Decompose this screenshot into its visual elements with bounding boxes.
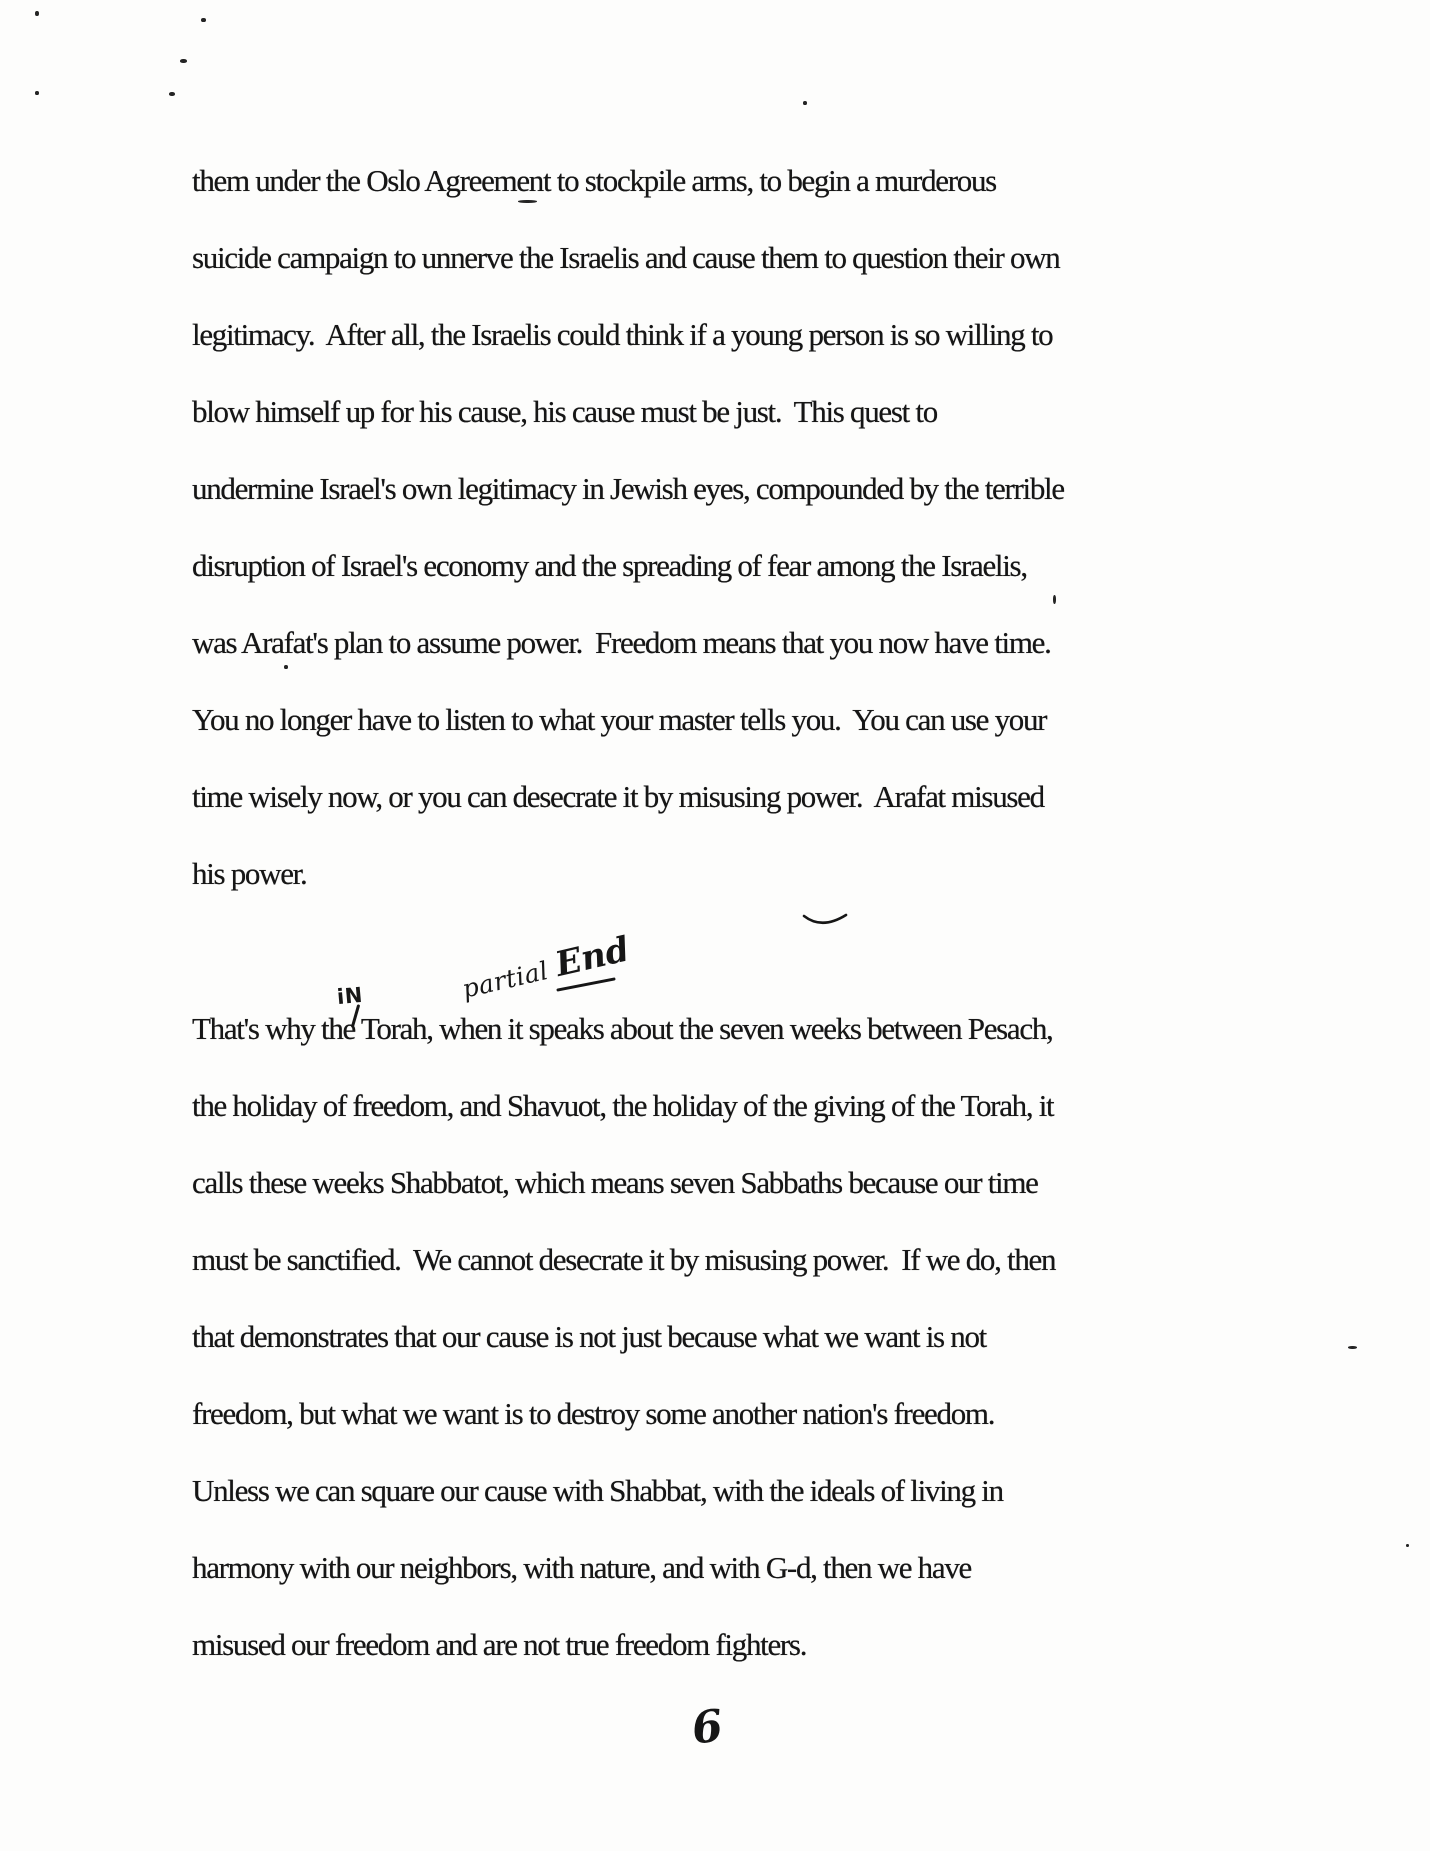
scan-speck bbox=[518, 200, 537, 203]
text-line: the holiday of freedom, and Shavuot, the holiday of the giving of the Torah, it bbox=[192, 1088, 1054, 1123]
text-line: misused our freedom and are not true freedom fighters. bbox=[192, 1627, 807, 1662]
text-line: Unless we can square our cause with Shabbat, with the ideals of living in bbox=[192, 1473, 1003, 1508]
text-line: calls these weeks Shabbatot, which means seven Sabbaths because our time bbox=[192, 1165, 1038, 1200]
scan-speck bbox=[201, 18, 206, 22]
text-line: undermine Israel's own legitimacy in Jewish eyes, compounded by the terrible bbox=[192, 471, 1064, 506]
handwritten-insertion-word: iN bbox=[336, 982, 364, 1010]
scan-speck bbox=[284, 665, 288, 669]
scan-speck bbox=[1406, 1544, 1409, 1547]
scan-speck bbox=[803, 101, 807, 105]
paragraph-2 bbox=[192, 990, 1055, 1683]
handwritten-page-number: 6 bbox=[689, 1700, 726, 1755]
text-line: them under the Oslo Agreement to stockpile arms, to begin a murderous bbox=[192, 163, 996, 198]
text-line: that demonstrates that our cause is not just because what we want is not bbox=[192, 1319, 986, 1354]
paragraph-1 bbox=[192, 142, 1064, 912]
handwritten-note-word-2: End bbox=[551, 929, 634, 986]
text-line: harmony with our neighbors, with nature, and with G-d, then we have bbox=[192, 1550, 971, 1585]
text-line: suicide campaign to unnerve the Israelis and cause them to question their own bbox=[192, 240, 1060, 275]
scan-speck bbox=[169, 92, 175, 96]
scan-speck bbox=[180, 59, 187, 63]
text-line: blow himself up for his cause, his cause must be just. This quest to bbox=[192, 394, 937, 429]
scan-speck bbox=[1348, 1346, 1357, 1349]
text-line: must be sanctified. We cannot desecrate it by misusing power. If we do, then bbox=[192, 1242, 1056, 1277]
text-line: That's why the Torah, when it speaks about the seven weeks between Pesach, bbox=[192, 1011, 1053, 1046]
scan-speck bbox=[1053, 595, 1056, 604]
text-line: disruption of Israel's economy and the spreading of fear among the Israelis, bbox=[192, 548, 1027, 583]
scan-speck bbox=[35, 11, 39, 16]
text-line: time wisely now, or you can desecrate it by misusing power. Arafat misused bbox=[192, 779, 1044, 814]
handwritten-note-word-1: partial bbox=[459, 955, 552, 1004]
handwritten-tick-mark bbox=[802, 912, 848, 935]
scan-speck bbox=[35, 91, 39, 95]
text-line: You no longer have to listen to what your master tells you. You can use your bbox=[192, 702, 1047, 737]
text-line: was Arafat's plan to assume power. Freedom means that you now have time. bbox=[192, 625, 1051, 660]
text-line: legitimacy. After all, the Israelis could think if a young person is so willing to bbox=[192, 317, 1053, 352]
text-line: freedom, but what we want is to destroy some another nation's freedom. bbox=[192, 1396, 995, 1431]
text-line: his power. bbox=[192, 856, 307, 891]
